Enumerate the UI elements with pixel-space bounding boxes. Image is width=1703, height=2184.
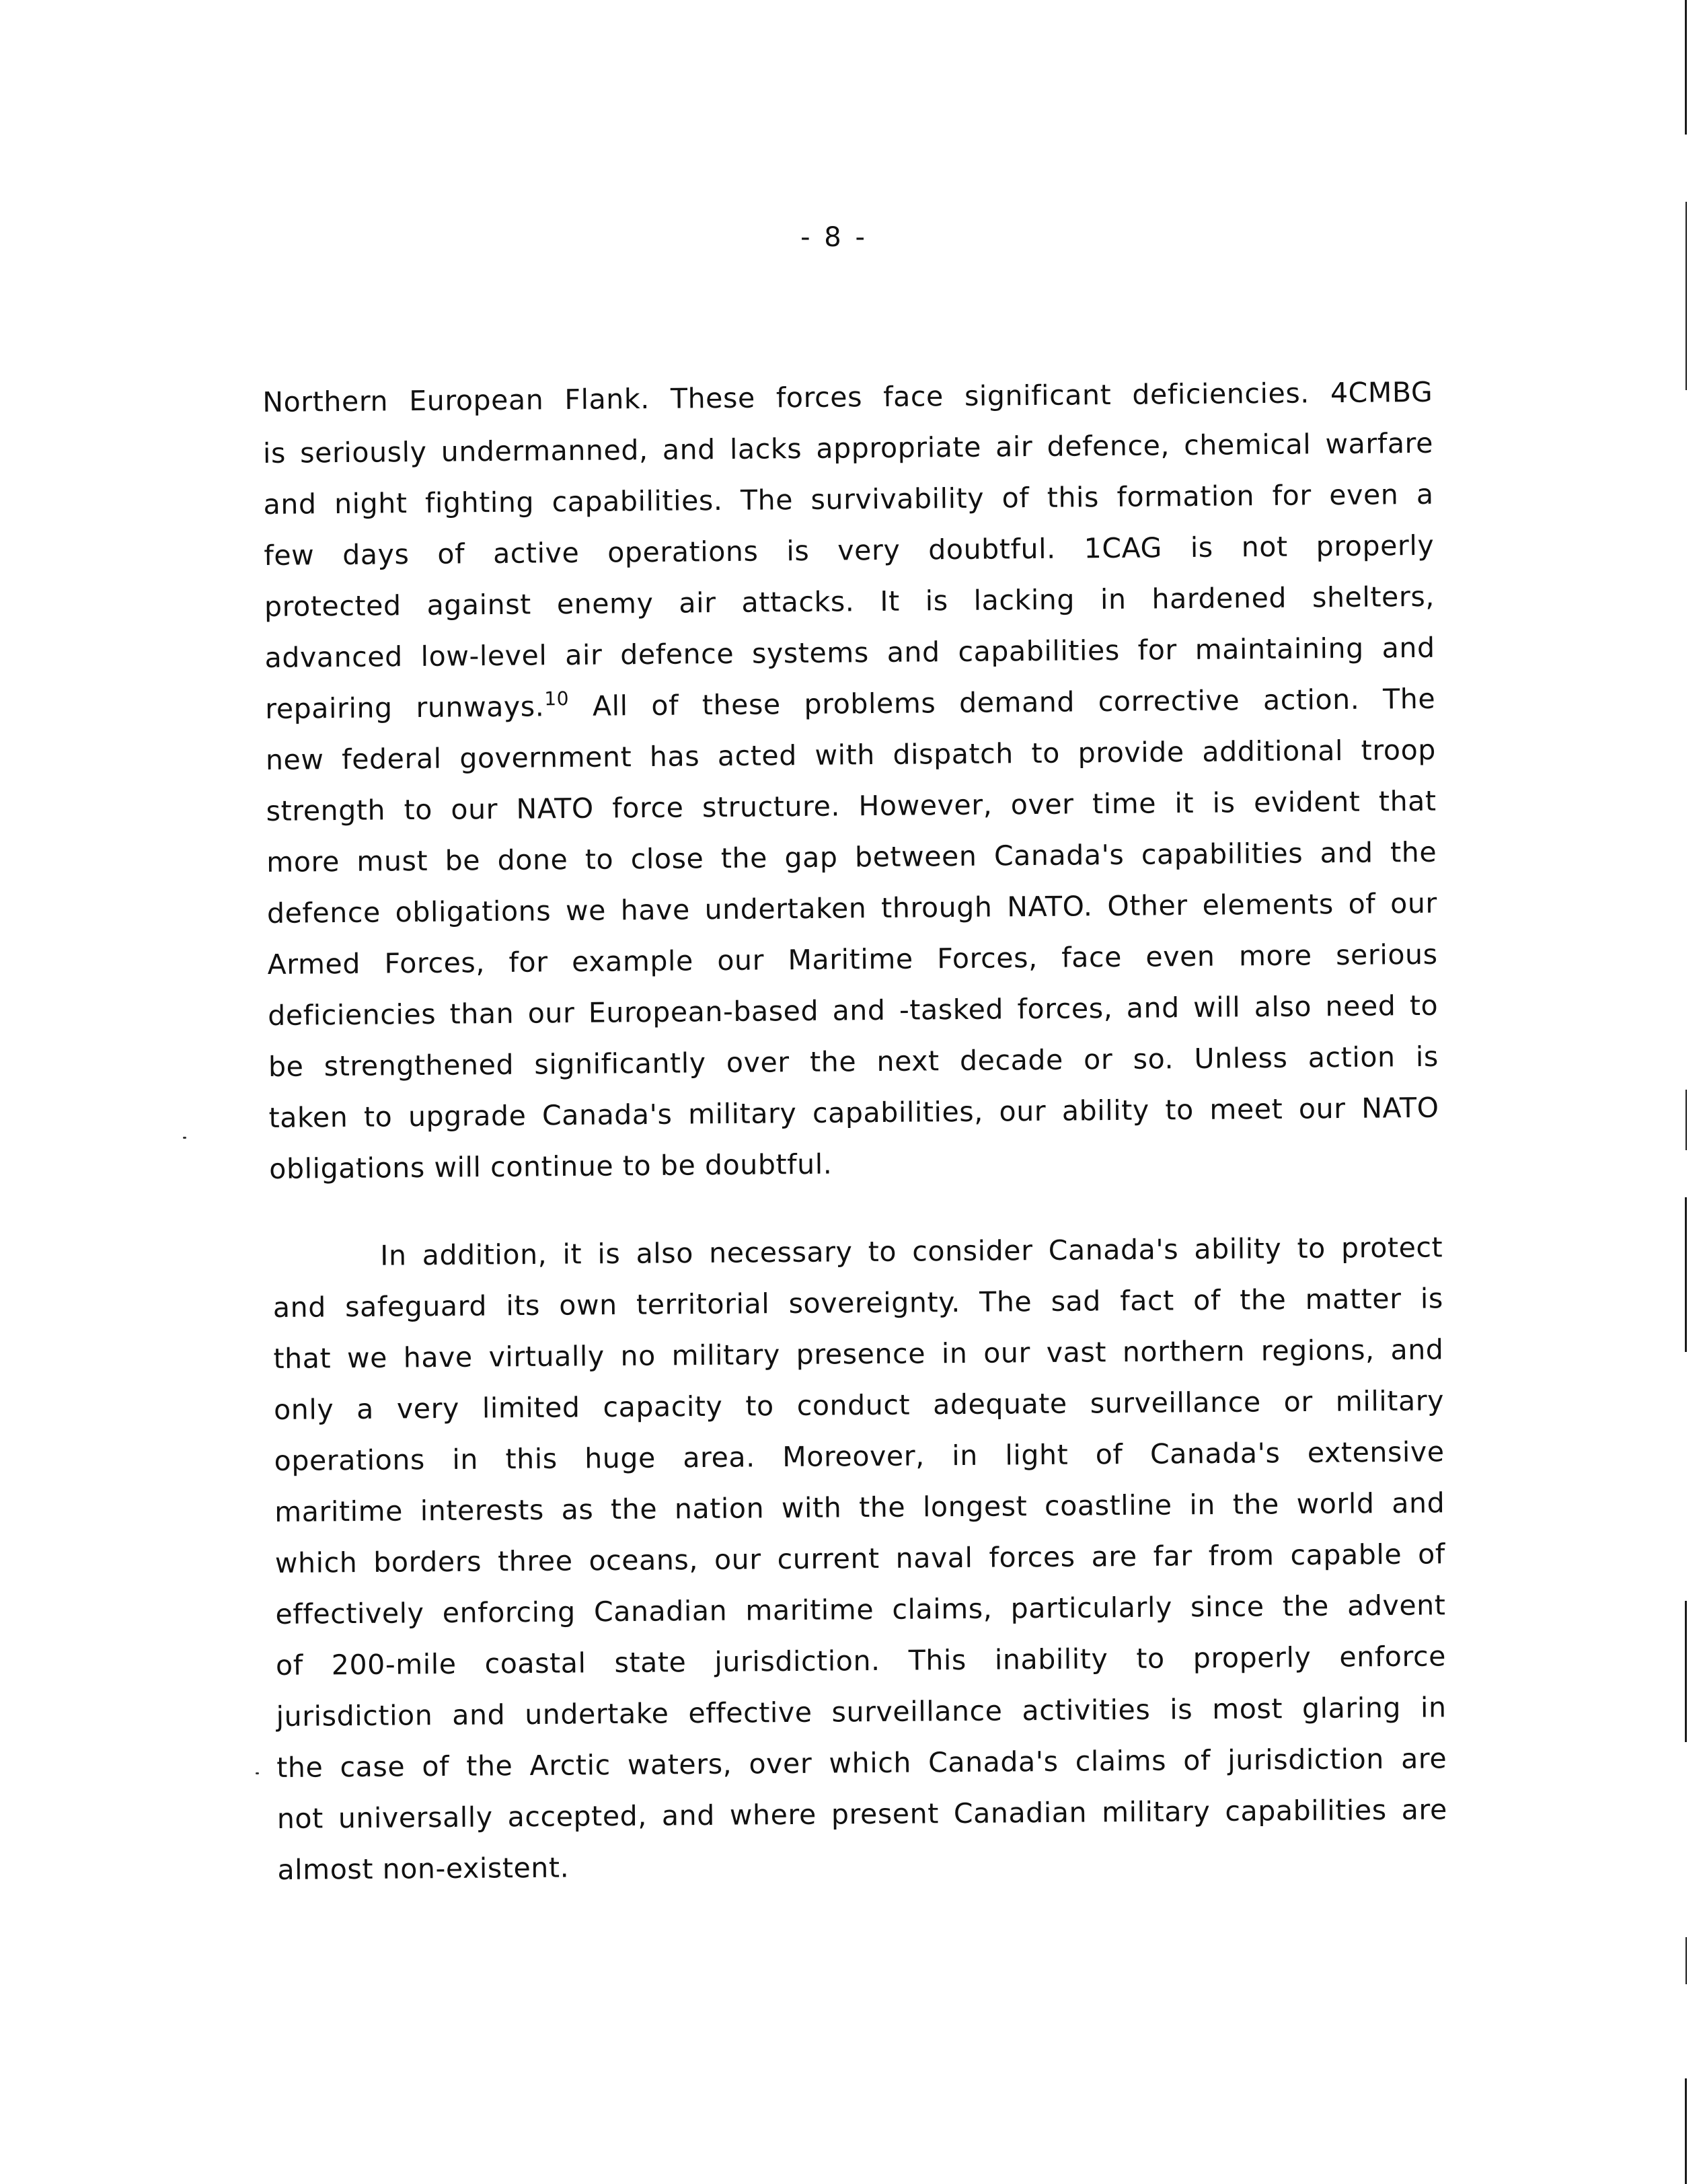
- scan-margin-mark: [1686, 1937, 1687, 1984]
- paragraph-line: obligations will continue to be doubtful.: [269, 1147, 833, 1185]
- paragraph-line: and safeguard its own territorial sovereignty. The sad fact of the matter is: [272, 1282, 1444, 1324]
- paragraph-line: and night fighting capabilities. The survivability of this formation for even a: [263, 478, 1434, 521]
- paragraph-line: few days of active operations is very doubtful. 1CAG is not properly: [264, 529, 1435, 572]
- paragraph-line: only a very limited capacity to conduct adequate surveillance or military: [273, 1384, 1445, 1426]
- page-number: - 8 -: [800, 222, 868, 253]
- paragraph-line: Armed Forces, for example our Maritime Forces, face even more serious: [267, 938, 1438, 981]
- paragraph-line: of 200-mile coastal state jurisdiction. This inability to properly enforce: [275, 1640, 1447, 1682]
- paragraph-line: protected against enemy air attacks. It is lacking in hardened shelters,: [264, 580, 1435, 623]
- scan-speck: [183, 1137, 186, 1139]
- scan-speck: [256, 1772, 259, 1774]
- scan-margin-mark: [1685, 0, 1687, 135]
- paragraph-line: that we have virtually no military presence in our vast northern regions, and: [273, 1333, 1444, 1375]
- paragraph-line: almost non-existent.: [277, 1851, 570, 1886]
- scan-margin-mark: [1685, 1601, 1687, 1742]
- scan-margin-mark: [1685, 2078, 1687, 2184]
- paragraph-line: which borders three oceans, our current naval forces are far from capable of: [274, 1538, 1446, 1579]
- paragraph-line: is seriously undermanned, and lacks appropriate air defence, chemical warfare: [262, 426, 1434, 469]
- paragraph-line: operations in this huge area. Moreover, in light of Canada's extensive: [274, 1435, 1445, 1477]
- paragraph-line: advanced low-level air defence systems and capabilities for maintaining and: [264, 631, 1435, 674]
- paragraph-line: not universally accepted, and where present Canadian military capabilities are: [276, 1793, 1447, 1835]
- line-text: All of these problems demand corrective action. The: [569, 682, 1436, 723]
- line-text: repairing runways.: [265, 690, 545, 725]
- paragraph-line: the case of the Arctic waters, over which Canada's claims of jurisdiction are: [276, 1742, 1447, 1784]
- paragraph-line: maritime interests as the nation with the longest coastline in the world and: [274, 1486, 1445, 1528]
- paragraph-line: Northern European Flank. These forces face significant deficiencies. 4CMBG: [262, 375, 1433, 418]
- paragraph-line: more must be done to close the gap between Canada's capabilities and the: [266, 835, 1437, 878]
- scan-margin-mark: [1686, 202, 1687, 390]
- paragraph-line: In addition, it is also necessary to consider Canada's ability to protect: [380, 1231, 1443, 1272]
- paragraph-line: taken to upgrade Canada's military capabilities, our ability to meet our NATO: [268, 1091, 1439, 1134]
- paragraph-line: deficiencies than our European-based and -tasked forces, and will also need to: [268, 989, 1439, 1032]
- paragraph-line: defence obligations we have undertaken through NATO. Other elements of our: [266, 887, 1438, 930]
- paragraph-line: new federal government has acted with dispatch to provide additional troop: [265, 733, 1437, 776]
- paragraph-1: [262, 367, 1440, 1195]
- paragraph-2: [272, 1221, 1448, 1895]
- scan-margin-mark: [1685, 1197, 1687, 1352]
- paragraph-line: effectively enforcing Canadian maritime claims, particularly since the advent: [275, 1589, 1446, 1630]
- scan-margin-mark: [1686, 1090, 1687, 1150]
- paragraph-line: jurisdiction and undertake effective surveillance activities is most glaring in: [276, 1691, 1447, 1733]
- footnote-marker: 10: [544, 687, 570, 710]
- paragraph-line: be strengthened significantly over the next decade or so. Unless action is: [268, 1040, 1439, 1083]
- paragraph-line: strength to our NATO force structure. However, over time it is evident that: [266, 784, 1437, 827]
